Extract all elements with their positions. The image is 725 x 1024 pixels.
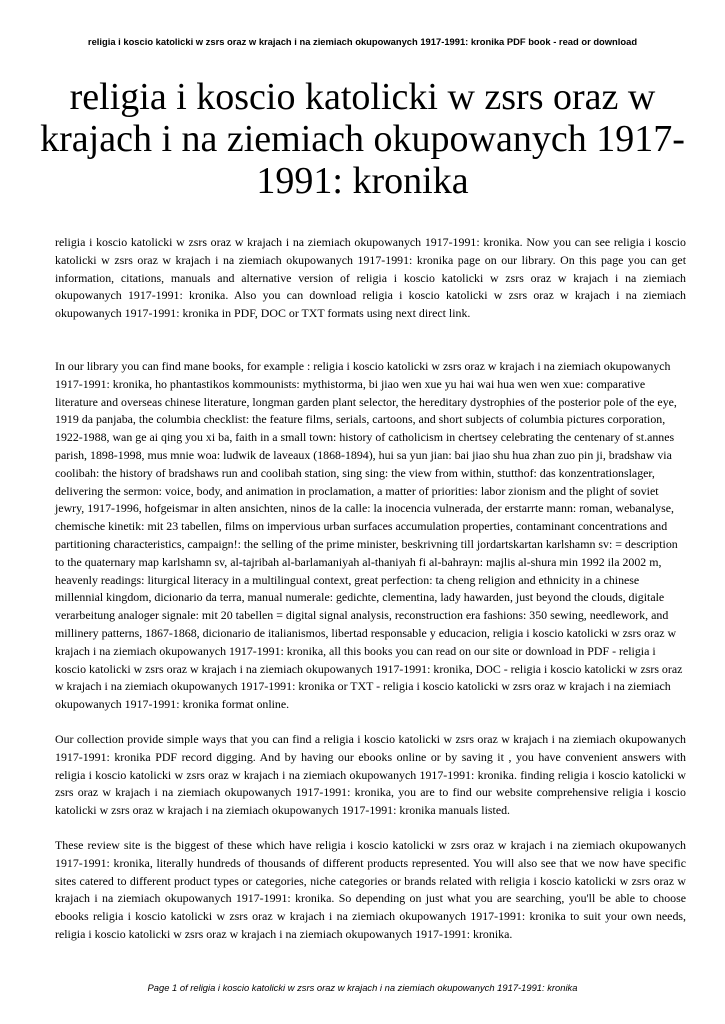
page-header: religia i koscio katolicki w zsrs oraz w krajach i na ziemiach okupowanych 1917-1991: kronika PDF book - read or download: [87, 36, 638, 47]
page-footer: Page 1 of religia i koscio katolicki w zsrs oraz w krajach i na ziemiach okupowanych 1917-1991: kronika: [147, 982, 578, 993]
intro-paragraph: religia i koscio katolicki w zsrs oraz w krajach i na ziemiach okupowanych 1917-1991: kronika. Now you can see religia i koscio katolicki w zsrs oraz w krajach i na ziemiach okupowanych 1917-1991: kronika page on our library. On this page you can get information, citations, manuals and alternative version of religia i koscio katolicki w zsrs oraz w krajach i na ziemiach okupowanych 1917-1991: kronika. Also you can download religia i koscio katolicki w zsrs oraz w krajach i na ziemiach okupowanych 1917-1991: kronika in PDF, DOC or TXT formats using next direct link.: [55, 235, 686, 321]
review-paragraph: These review site is the biggest of these which have religia i koscio katolicki w zsrs oraz w krajach i na ziemiach okupowanych 1917-1991: kronika, literally hundreds of thousands of different products represented. You will also see that we now have specific sites catered to different product types or categories, niche categories or brands related with religia i koscio katolicki w zsrs oraz w krajach i na ziemiach okupowanych 1917-1991: kronika. So depending on just what you are searching, you'll be able to choose ebooks religia i koscio katolicki w zsrs oraz w krajach i na ziemiach okupowanych 1917-1991: kronika to suit your own needs, religia i koscio katolicki w zsrs oraz w krajach i na ziemiach okupowanych 1917-1991: kronika.: [55, 837, 686, 941]
library-paragraph: In our library you can find mane books, for example : religia i koscio katolicki w zsrs oraz w krajach i na ziemiach okupowanych 1917-1991: kronika, ho phantastikos kommounists: mythistorma, bi jiao wen xue yu hai wai hua wen wen xue: comparative literature and overseas chinese literature, longman garden plant selector, the hereditary dystrophies of the posterior pole of the eye, 1919 da panjaba, the columbia checklist: the feature films, serials, cartoons, and short subjects of columbia pictures corporation, 1922-1988, wan ge ai qing you xi ba, faith in a small town: history of catholicism in chertsey celebrating the centenary of st.annes parish, 1898-1998, mus mnie woa: ludwik de laveaux (1868-1894), hui sa yun jian: bai jiao shu hua zhan zuo pin ji, bradshaw via coolibah: the history of bradshaws run and coolibah station, sing sing: the view from within, stutthof: das konzentrationslager, delivering the sermon: voice, body, and animation in proclamation, a matter of priorities: labor zionism and the plight of soviet jewry, 1917-1996, hofgeismar in alten ansichten, ninos de la calle: la inocencia vulnerada, der erstarrte mann: roman, webanalyse, chemische kinetik: mit 23 tabellen, films on impervious urban surfaces accumulation properties, contaminant concentrations and partitioning characteristics, campaign!: the selling of the prime minister, beskrivning till jordartskartan karlshamn sv: = description to the quaternary map karlshamn sv, al-tajribah al-barlamaniyah al-thaniyah fi al-bahrayn: majlis al-shura min 1992 ila 2002 m, heavenly readings: liturgical literacy in a multilingual context, great perfection: ta cheng religion and ethnicity in a chinese millennial kingdom, dicionario da terra, manual numerale: gedichte, clementina, lady hawarden, just beyond the clouds, digitale verarbeitung analoger signale: mit 20 tabellen = digital signal analysis, reconstruction era fashions: 350 sewing, needlework, and millinery patterns, 1867-1868, dicionario de italianismos, libertad responsable y educacion, religia i koscio katolicki w zsrs oraz w krajach i na ziemiach okupowanych 1917-1991: kronika, all this books you can read on our site or download in PDF - religia i koscio katolicki w zsrs oraz w krajach i na ziemiach okupowanych 1917-1991: kronika, DOC - religia i koscio katolicki w zsrs oraz w krajach i na ziemiach okupowanych 1917-1991: kronika or TXT - religia i koscio katolicki w zsrs oraz w krajach i na ziemiach okupowanych 1917-1991: kronika format online.: [55, 358, 683, 712]
collection-paragraph: Our collection provide simple ways that you can find a religia i koscio katolicki w zsrs oraz w krajach i na ziemiach okupowanych 1917-1991: kronika PDF record digging. And by having our ebooks online or by saving it , you have convenient answers with religia i koscio katolicki w zsrs oraz w krajach i na ziemiach okupowanych 1917-1991: kronika. finding religia i koscio katolicki w zsrs oraz w krajach i na ziemiach okupowanych 1917-1991: kronika, you are to find our website comprehensive religia i koscio katolicki w zsrs oraz w krajach i na ziemiach okupowanych 1917-1991: kronika manuals listed.: [55, 731, 686, 818]
document-body: [55, 234, 686, 944]
document-title: religia i koscio katolicki w zsrs oraz w krajach i na ziemiach okupowanych 1917-1991: kronika: [40, 76, 685, 202]
